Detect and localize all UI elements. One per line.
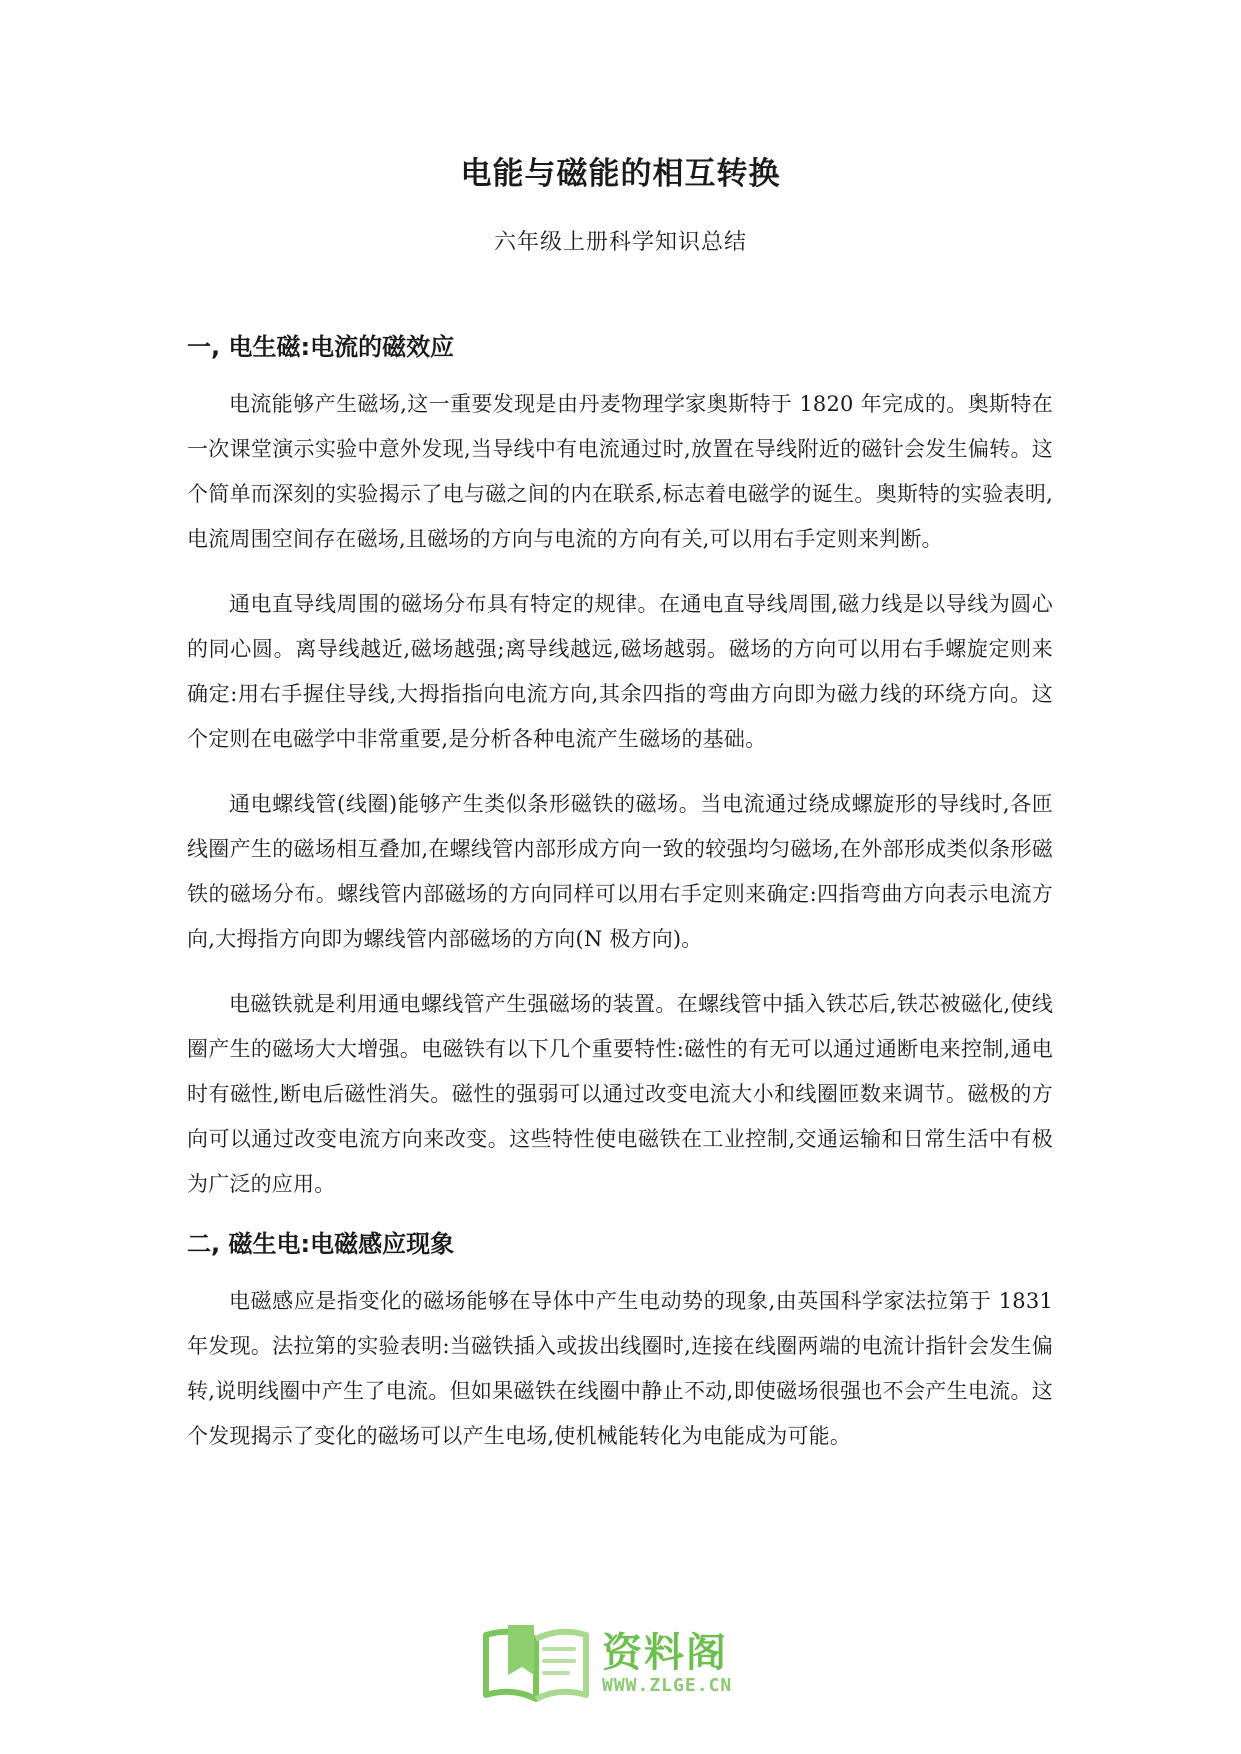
paragraph: 通电螺线管(线圈)能够产生类似条形磁铁的磁场。当电流通过绕成螺旋形的导线时,各匝线圈产生的磁场相互叠加,在螺线管内部形成方向一致的较强均匀磁场,在外部形成类似条形磁铁的磁场分布。螺线管内部磁场的方向同样可以用右手定则来确定:四指弯曲方向表示电流方向,大拇指方向即为螺线管内部磁场的方向(N 极方向)。 bbox=[187, 792, 1053, 951]
paragraph: 电磁感应是指变化的磁场能够在导体中产生电动势的现象,由英国科学家法拉第于 1831 年发现。法拉第的实验表明:当磁铁插入或拔出线圈时,连接在线圈两端的电流计指针会发生偏转,说明线圈中产生了电流。但如果磁铁在线圈中静止不动,即使磁场很强也不会产生电流。这个发现揭示了变化的磁场可以产生电场,使机械能转化为电能成为可能。 bbox=[187, 1289, 1053, 1448]
footer-logo bbox=[478, 1615, 768, 1705]
paragraph: 电磁铁就是利用通电螺线管产生强磁场的装置。在螺线管中插入铁芯后,铁芯被磁化,使线圈产生的磁场大大增强。电磁铁有以下几个重要特性:磁性的有无可以通过通断电来控制,通电时有磁性,断电后磁性消失。磁性的强弱可以通过改变电流大小和线圈匝数来调节。磁极的方向可以通过改变电流方向来改变。这些特性使电磁铁在工业控制,交通运输和日常生活中有极为广泛的应用。 bbox=[187, 992, 1053, 1196]
logo-url: WWW.ZLGE.CN bbox=[602, 1675, 733, 1696]
section-heading-1: 一, 电生磁:电流的磁效应 bbox=[187, 333, 455, 361]
paragraph: 通电直导线周围的磁场分布具有特定的规律。在通电直导线周围,磁力线是以导线为圆心的同心圆。离导线越近,磁场越强;离导线越远,磁场越弱。磁场的方向可以用右手螺旋定则来确定:用右手握住导线,大拇指指向电流方向,其余四指的弯曲方向即为磁力线的环绕方向。这个定则在电磁学中非常重要,是分析各种电流产生磁场的基础。 bbox=[187, 592, 1053, 751]
document-body bbox=[187, 330, 1053, 1479]
logo-text: 资料阁 bbox=[602, 1630, 728, 1676]
page-title: 电能与磁能的相互转换 bbox=[460, 156, 781, 192]
paragraph: 电流能够产生磁场,这一重要发现是由丹麦物理学家奥斯特于 1820 年完成的。奥斯特在一次课堂演示实验中意外发现,当导线中有电流通过时,放置在导线附近的磁针会发生偏转。这个简单而深刻的实验揭示了电与磁之间的内在联系,标志着电磁学的诞生。奥斯特的实验表明,电流周围空间存在磁场,且磁场的方向与电流的方向有关,可以用右手定则来判断。 bbox=[187, 392, 1053, 551]
section-heading-2: 二, 磁生电:电磁感应现象 bbox=[187, 1230, 455, 1258]
page-subtitle: 六年级上册科学知识总结 bbox=[493, 230, 747, 255]
book-icon bbox=[478, 1615, 596, 1705]
